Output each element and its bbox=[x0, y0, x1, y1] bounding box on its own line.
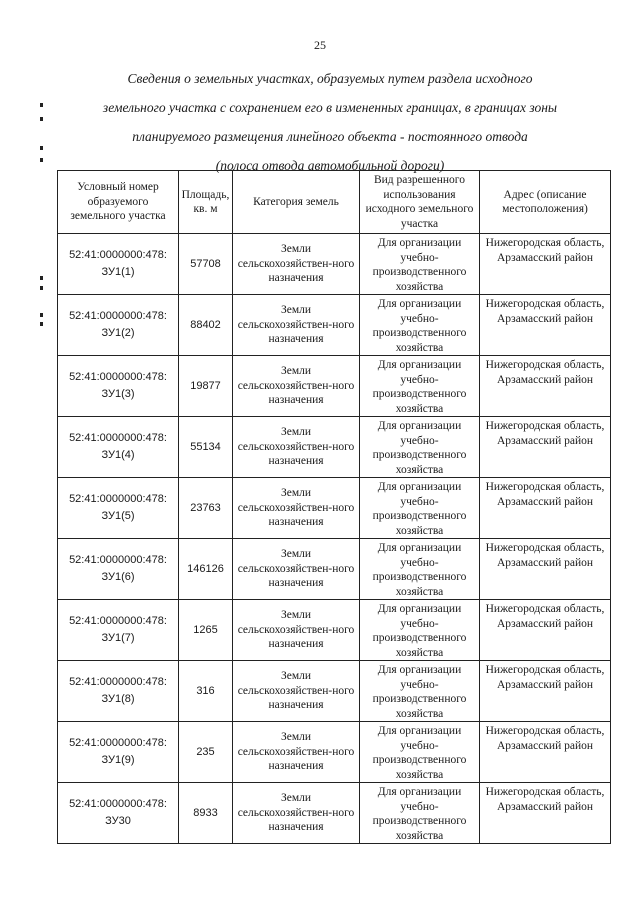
cell-area: 316 bbox=[179, 661, 233, 722]
plot-number-prefix: 52:41:0000000:478: bbox=[69, 493, 167, 505]
cell-address: Нижегородская область, Арзамасский район bbox=[480, 417, 611, 478]
cell-address: Нижегородская область, Арзамасский район bbox=[480, 539, 611, 600]
plot-number-prefix: 52:41:0000000:478: bbox=[69, 432, 167, 444]
plot-number-prefix: 52:41:0000000:478: bbox=[69, 310, 167, 322]
title-line: Сведения о земельных участках, образуемых путем раздела исходного bbox=[127, 71, 533, 86]
cell-plot-number bbox=[58, 417, 179, 478]
cell-permitted-use: Для организации учебно-производственного хозяйства bbox=[360, 783, 480, 844]
table-row bbox=[58, 356, 611, 417]
cell-plot-number bbox=[58, 539, 179, 600]
cell-land-category: Земли сельскохозяйствен-ного назначения bbox=[233, 661, 360, 722]
plot-number-prefix: 52:41:0000000:478: bbox=[69, 676, 167, 688]
cell-land-category: Земли сельскохозяйствен-ного назначения bbox=[233, 478, 360, 539]
scan-mark bbox=[40, 146, 43, 150]
cell-plot-number bbox=[58, 783, 179, 844]
scan-mark bbox=[40, 276, 43, 280]
plot-number-suffix: ЗУ1(9) bbox=[101, 754, 135, 766]
cell-area: 55134 bbox=[179, 417, 233, 478]
cell-area: 88402 bbox=[179, 295, 233, 356]
cell-area: 23763 bbox=[179, 478, 233, 539]
header-address: Адрес (описание местоположения) bbox=[480, 171, 611, 234]
scan-mark bbox=[40, 322, 43, 326]
cell-plot-number bbox=[58, 295, 179, 356]
cell-area: 146126 bbox=[179, 539, 233, 600]
cell-address: Нижегородская область, Арзамасский район bbox=[480, 356, 611, 417]
scan-mark bbox=[40, 158, 43, 162]
plot-number-suffix: ЗУ1(6) bbox=[101, 571, 135, 583]
header-permitted-use: Вид разрешенного использования исходного земельного участка bbox=[360, 171, 480, 234]
table-row bbox=[58, 783, 611, 844]
table-row bbox=[58, 722, 611, 783]
title-line: земельного участка с сохранением его в измененных границах, в границах зоны bbox=[102, 100, 558, 115]
cell-permitted-use: Для организации учебно-производственного хозяйства bbox=[360, 539, 480, 600]
document-title bbox=[40, 64, 620, 180]
cell-plot-number bbox=[58, 600, 179, 661]
cell-land-category: Земли сельскохозяйствен-ного назначения bbox=[233, 539, 360, 600]
cell-area: 8933 bbox=[179, 783, 233, 844]
cell-land-category: Земли сельскохозяйствен-ного назначения bbox=[233, 295, 360, 356]
table-row bbox=[58, 539, 611, 600]
cell-address: Нижегородская область, Арзамасский район bbox=[480, 783, 611, 844]
cell-plot-number bbox=[58, 234, 179, 295]
plot-number-suffix: ЗУ1(1) bbox=[101, 266, 135, 278]
cell-land-category: Земли сельскохозяйствен-ного назначения bbox=[233, 783, 360, 844]
cell-permitted-use: Для организации учебно-производственного хозяйства bbox=[360, 295, 480, 356]
plot-number-suffix: ЗУ30 bbox=[105, 815, 131, 827]
plot-number-prefix: 52:41:0000000:478: bbox=[69, 798, 167, 810]
cell-address: Нижегородская область, Арзамасский район bbox=[480, 722, 611, 783]
plot-number-suffix: ЗУ1(2) bbox=[101, 327, 135, 339]
title-line: (полоса отвода автомобильной дороги) bbox=[215, 158, 445, 173]
cell-plot-number bbox=[58, 661, 179, 722]
scan-mark bbox=[40, 313, 43, 317]
header-land-category: Категория земель bbox=[233, 171, 360, 234]
plot-number-prefix: 52:41:0000000:478: bbox=[69, 737, 167, 749]
cell-area: 235 bbox=[179, 722, 233, 783]
cell-address: Нижегородская область, Арзамасский район bbox=[480, 478, 611, 539]
header-plot-number: Условный номер образуемого земельного участка bbox=[58, 171, 179, 234]
cell-area: 57708 bbox=[179, 234, 233, 295]
cell-permitted-use: Для организации учебно-производственного хозяйства bbox=[360, 661, 480, 722]
cell-land-category: Земли сельскохозяйствен-ного назначения bbox=[233, 722, 360, 783]
cell-permitted-use: Для организации учебно-производственного хозяйства bbox=[360, 478, 480, 539]
cell-permitted-use: Для организации учебно-производственного хозяйства bbox=[360, 722, 480, 783]
header-area: Площадь, кв. м bbox=[179, 171, 233, 234]
plot-number-suffix: ЗУ1(7) bbox=[101, 632, 135, 644]
land-plots-table bbox=[57, 170, 611, 844]
cell-permitted-use: Для организации учебно-производственного хозяйства bbox=[360, 417, 480, 478]
cell-plot-number bbox=[58, 722, 179, 783]
cell-land-category: Земли сельскохозяйствен-ного назначения bbox=[233, 417, 360, 478]
cell-land-category: Земли сельскохозяйствен-ного назначения bbox=[233, 356, 360, 417]
table-header-row bbox=[58, 171, 611, 234]
cell-address: Нижегородская область, Арзамасский район bbox=[480, 661, 611, 722]
cell-area: 19877 bbox=[179, 356, 233, 417]
cell-address: Нижегородская область, Арзамасский район bbox=[480, 234, 611, 295]
table-row bbox=[58, 295, 611, 356]
table-row bbox=[58, 600, 611, 661]
page-number: 25 bbox=[314, 38, 326, 52]
cell-permitted-use: Для организации учебно-производственного хозяйства bbox=[360, 234, 480, 295]
cell-plot-number bbox=[58, 356, 179, 417]
plot-number-suffix: ЗУ1(3) bbox=[101, 388, 135, 400]
cell-address: Нижегородская область, Арзамасский район bbox=[480, 600, 611, 661]
table-row bbox=[58, 417, 611, 478]
title-line: планируемого размещения линейного объекта - постоянного отвода bbox=[132, 129, 528, 144]
scan-mark bbox=[40, 286, 43, 290]
cell-land-category: Земли сельскохозяйствен-ного назначения bbox=[233, 234, 360, 295]
table-row bbox=[58, 234, 611, 295]
scan-mark bbox=[40, 103, 43, 107]
plot-number-prefix: 52:41:0000000:478: bbox=[69, 249, 167, 261]
plot-number-prefix: 52:41:0000000:478: bbox=[69, 371, 167, 383]
cell-permitted-use: Для организации учебно-производственного хозяйства bbox=[360, 356, 480, 417]
cell-area: 1265 bbox=[179, 600, 233, 661]
cell-address: Нижегородская область, Арзамасский район bbox=[480, 295, 611, 356]
plot-number-suffix: ЗУ1(8) bbox=[101, 693, 135, 705]
table-row bbox=[58, 661, 611, 722]
table-row bbox=[58, 478, 611, 539]
cell-permitted-use: Для организации учебно-производственного хозяйства bbox=[360, 600, 480, 661]
plot-number-suffix: ЗУ1(4) bbox=[101, 449, 135, 461]
cell-plot-number bbox=[58, 478, 179, 539]
cell-land-category: Земли сельскохозяйствен-ного назначения bbox=[233, 600, 360, 661]
plot-number-prefix: 52:41:0000000:478: bbox=[69, 615, 167, 627]
plot-number-suffix: ЗУ1(5) bbox=[101, 510, 135, 522]
plot-number-prefix: 52:41:0000000:478: bbox=[69, 554, 167, 566]
scan-mark bbox=[40, 117, 43, 121]
